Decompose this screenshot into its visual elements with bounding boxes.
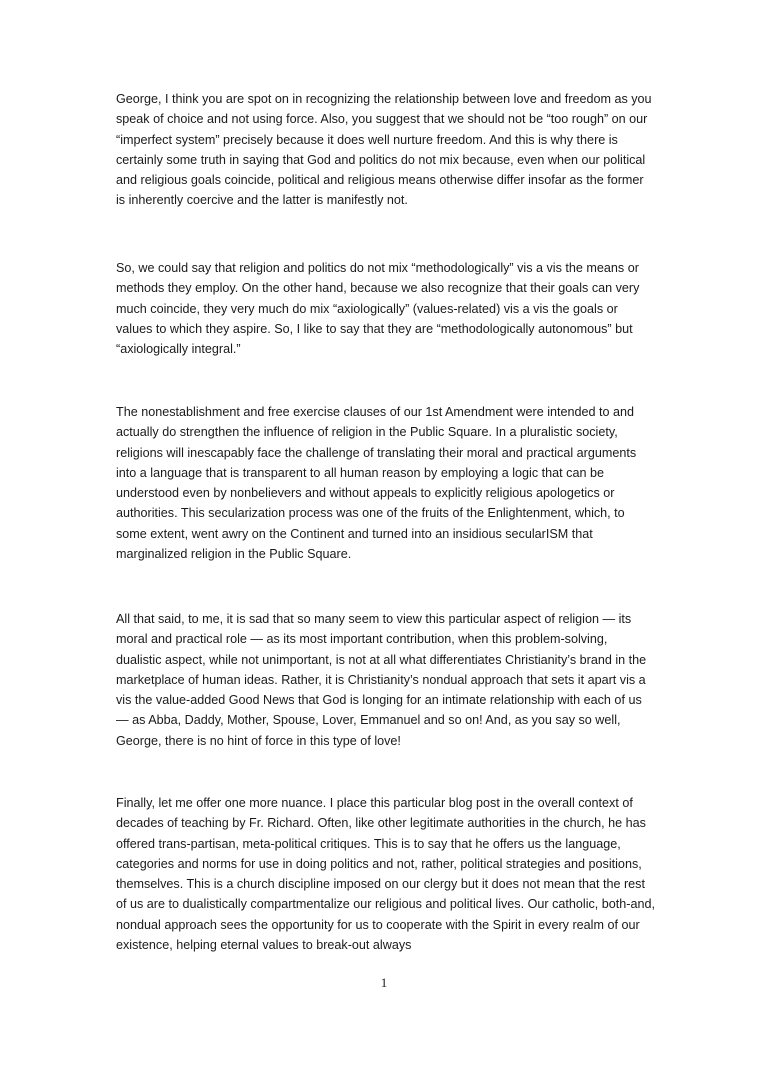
paragraph-4: All that said, to me, it is sad that so many seem to view this particular aspect of religion — its moral and practical role — as its most important contribution, when this problem-solving, dualistic aspect, while not unimportant, is not at all what differentiates Christianity’s brand in the marketplace of human ideas. Rather, it is Christianity’s nondual approach that sets it apart vis a vis the value-added Good News that God is longing for an intimate relationship with each of us — as Abba, Daddy, Mother, Spouse, Lover, Emmanuel and so on! And, as you say so well, George, there is no hint of force in this type of love! — [116, 612, 647, 748]
page-number: 1 — [380, 975, 388, 990]
paragraph-1: George, I think you are spot on in recognizing the relationship between love and freedom as you speak of choice and not using force. Also, you suggest that we should not be “too rough” on our “imperfect system” precisely because it does well nurture freedom. And this is why there is certainly some truth in saying that God and politics do not mix because, even when our political and religious goals coincide, political and religious means otherwise differ insofar as the former is inherently coercive and the latter is manifestly not. — [116, 92, 652, 208]
paragraph-3: The nonestablishment and free exercise clauses of our 1st Amendment were intended to and actually do strengthen the influence of religion in the Public Square. In a pluralistic society, religions will inescapably face the challenge of translating their moral and practical arguments into a language that is transparent to all human reason by employing a logic that can be understood even by nonbelievers and without appeals to explicitly religious apologetics or authorities. This secularization process was one of the fruits of the Enlightenment, which, to some extent, went awry on the Continent and turned into an insidious secularISM that marginalized religion in the Public Square. — [116, 405, 637, 562]
paragraph-2: So, we could say that religion and politics do not mix “methodologically” vis a vis the means or methods they employ. On the other hand, because we also recognize that their goals can very much coincide, they very much do mix “axiologically” (values-related) vis a vis the goals or values to which they aspire. So, I like to say that they are “methodologically autonomous” but “axiologically integral.” — [116, 261, 640, 357]
paragraph-5: Finally, let me offer one more nuance. I place this particular blog post in the overall context of decades of teaching by Fr. Richard. Often, like other legitimate authorities in the church, he has offered trans-partisan, meta-political critiques. This is to say that he offers us the language, categories and norms for use in doing politics and not, rather, political strategies and positions, themselves. This is a church discipline imposed on our clergy but it does not mean that the rest of us are to dualistically compartmentalize our religious and political lives. Our catholic, both-and, nondual approach sees the opportunity for us to cooperate with the Spirit in every realm of our existence, helping eternal values to break-out always — [116, 796, 655, 953]
